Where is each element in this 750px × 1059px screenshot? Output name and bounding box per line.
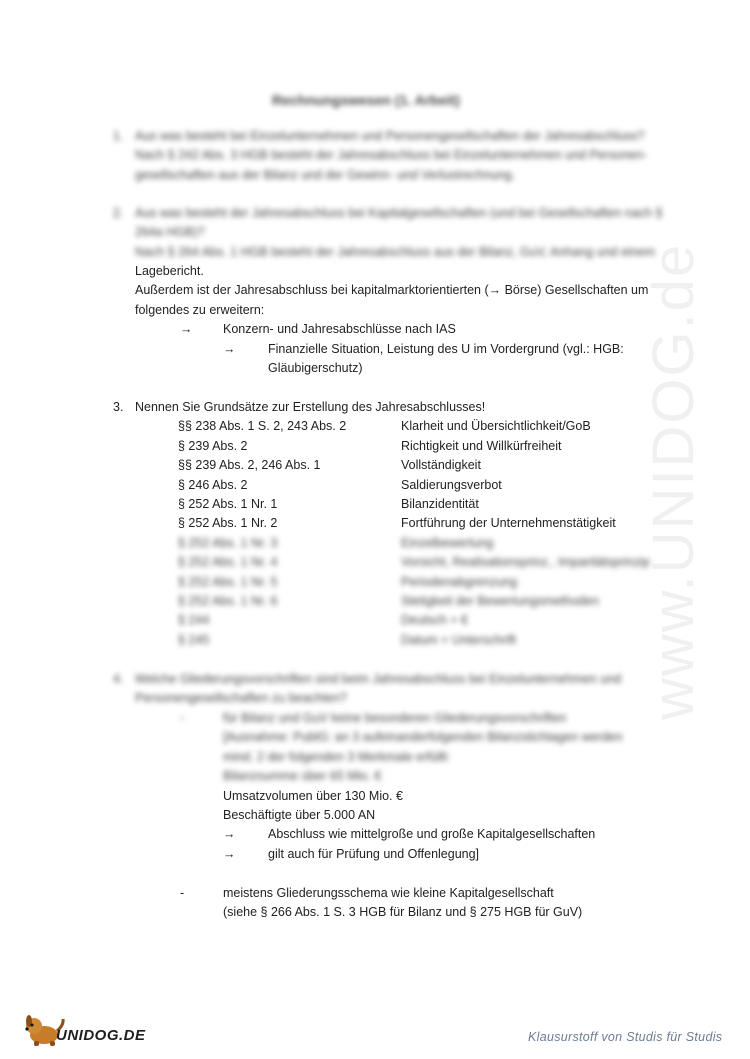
arrow-icon: → [223,342,236,356]
arrow-icon: → [223,827,236,841]
q3-principle: Einzelbewertung [401,536,494,550]
page-title: Rechnungswesen (1. Arbeit) [272,92,460,108]
q4-arrow-text: gilt auch für Prüfung und Offenlegung] [268,847,480,861]
q2-number: 2. [113,206,124,220]
q3-law: § 252 Abs. 1 Nr. 4 [178,555,278,569]
q4-question: Personengesellschaften zu beachten? [135,691,347,705]
q1-line: Aus was besteht bei Einzelunternehmen und Personengesellschaften der Jahresabschluss? [135,129,645,143]
q3-law: § 252 Abs. 1 Nr. 1 [178,497,278,511]
q1-line: gesellschaften aus der Bilanz und der Gewinn- und Verlustrechnung. [135,168,516,182]
q1-number: 1. [113,129,124,143]
q3-law: § 245 [178,633,210,647]
q3-principle: Bilanzidentität [401,497,479,511]
q3-principle: Periodenabgrenzung [401,575,518,589]
q3-law: § 252 Abs. 1 Nr. 5 [178,575,278,589]
footer-tagline: Klausurstoff von Studis für Studis [528,1030,723,1044]
q4-blurred-line: für Bilanz und GuV keine besonderen Gliederungsvorschriften [223,711,567,725]
q3-law: § 239 Abs. 2 [178,439,248,453]
q3-law: §§ 238 Abs. 1 S. 2, 243 Abs. 2 [178,419,347,433]
q1-line: Nach § 242 Abs. 3 HGB besteht der Jahresabschluss bei Einzelunternehmen und Personen- [135,148,648,162]
watermark: www.UNIDOG.de [641,242,706,720]
q2-line: Außerdem ist der Jahresabschluss bei kapitalmarktorientierten (→ Börse) Gesellschaften um [135,283,649,297]
arrow-icon: → [223,847,236,861]
q3-principle: Klarheit und Übersichtlichkeit/GoB [401,419,591,433]
q4-number: 4. [113,672,124,686]
q4-question: Welche Gliederungsvorschriften sind beim Jahresabschluss bei Einzelunternehmen und [135,672,622,686]
q3-principle: Stetigkeit der Bewertungsmethoden [401,594,600,608]
q3-law: § 246 Abs. 2 [178,478,248,492]
q2-arrow-text: Finanzielle Situation, Leistung des U im Vordergrund (vgl.: HGB: [268,342,624,356]
q2-arrow-text: Konzern- und Jahresabschlüsse nach IAS [223,322,456,336]
q4-line: meistens Gliederungsschema wie kleine Kapitalgesellschaft [223,886,554,900]
q3-principle: Richtigkeit und Willkürfreiheit [401,439,562,453]
q2-arrow-text: Gläubigerschutz) [268,361,363,375]
q3-law: § 252 Abs. 1 Nr. 3 [178,536,278,550]
logo-text: UNIDOG.DE [56,1027,146,1044]
q4-line: (siehe § 266 Abs. 1 S. 3 HGB für Bilanz und § 275 HGB für GuV) [223,905,583,919]
arrow-icon: → [180,322,193,336]
q3-law: § 252 Abs. 1 Nr. 2 [178,516,278,530]
q4-blurred-line: [Ausnahme: PublG: an 3 aufeinanderfolgenden Bilanzstichtagen werden [223,730,623,744]
q3-principle: Vorsicht, Realisationsprinz., Imparitätsprinzip [401,555,650,569]
q4-arrow-text: Abschluss wie mittelgroße und große Kapitalgesellschaften [268,827,596,841]
q4-line: Umsatzvolumen über 130 Mio. € [223,789,403,803]
q3-law: § 244 [178,613,210,627]
q3-principle: Deutsch + € [401,613,469,627]
q3-law: §§ 239 Abs. 2, 246 Abs. 1 [178,458,321,472]
q3-number: 3. [113,400,124,414]
q4-line: Beschäftigte über 5.000 AN [223,808,376,822]
q3-question: Nennen Sie Grundsätze zur Erstellung des Jahresabschlusses! [135,400,486,414]
q4-dash: - [180,711,185,725]
q4-dash: - [180,886,185,900]
q2-blurred-line: 264a HGB)? [135,225,205,239]
q3-principle: Fortführung der Unternehmenstätigkeit [401,516,616,530]
q3-principle: Saldierungsverbot [401,478,502,492]
q2-line: Lagebericht. [135,264,204,278]
q2-line: folgendes zu erweitern: [135,303,265,317]
q4-blurred-line: Bilanzsumme über 65 Mio. € [223,769,382,783]
q4-blurred-line: mind. 2 der folgenden 3 Merkmale erfüllt: [223,750,451,764]
q3-principle: Vollständigkeit [401,458,481,472]
q3-principle: Datum + Unterschrift [401,633,516,647]
q2-blurred-line: Aus was besteht der Jahresabschluss bei Kapitalgesellschaften (und bei Gesellschaften nach § [135,206,663,220]
q2-blurred-line: Nach § 264 Abs. 1 HGB besteht der Jahresabschluss aus der Bilanz, GuV, Anhang und einem [135,245,656,259]
q3-law: § 252 Abs. 1 Nr. 6 [178,594,278,608]
